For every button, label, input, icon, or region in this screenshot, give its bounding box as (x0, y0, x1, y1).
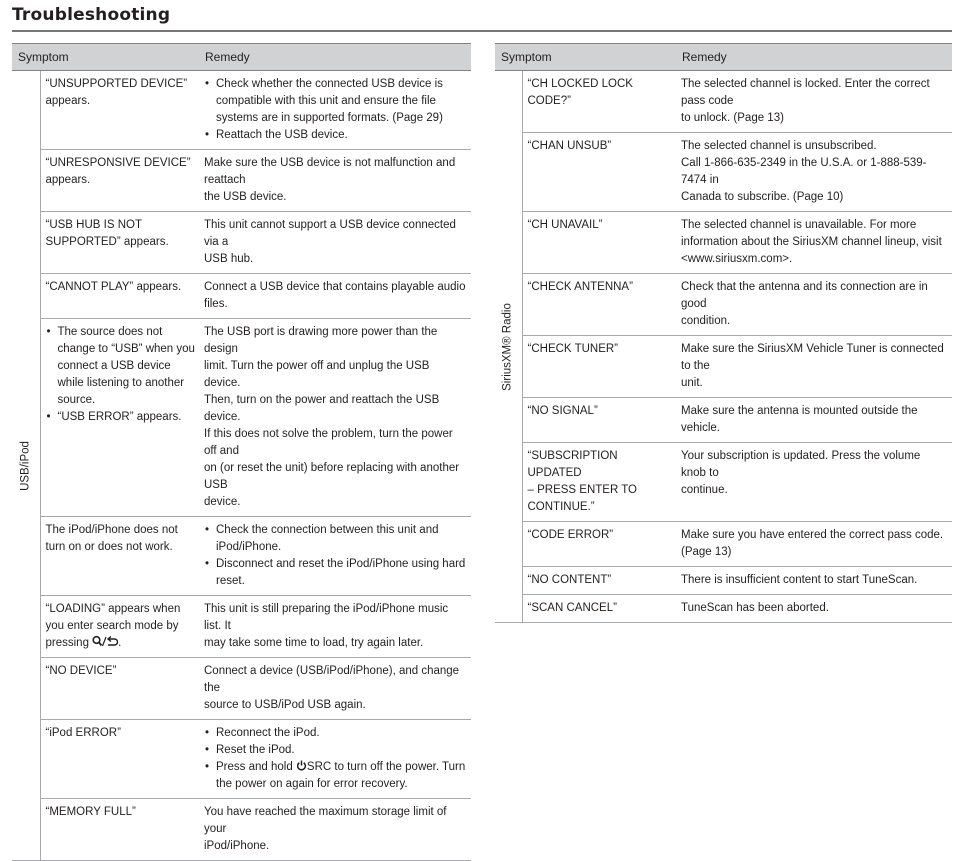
table-row (12, 720, 471, 799)
symptom-cell: “iPod ERROR” (40, 720, 199, 799)
list-item: • Reset the iPod. (204, 742, 467, 759)
symptom-cell: “NO SIGNAL” (522, 398, 676, 443)
symptom-cell: “CH UNAVAIL” (522, 212, 676, 274)
remedy-cell: Make sure the SiriusXM Vehicle Tuner is connected to the unit. (676, 336, 952, 398)
symptom-cell: “UNSUPPORTED DEVICE” appears. (40, 71, 199, 150)
table-row (495, 212, 952, 274)
symptom-cell: “UNRESPONSIVE DEVICE” appears. (40, 150, 199, 212)
table-row (12, 658, 471, 720)
symptom-header: Symptom (495, 44, 676, 71)
symptom-cell: “NO CONTENT” (522, 567, 676, 595)
table-row (495, 71, 952, 133)
table-row (12, 150, 471, 212)
table-row (495, 522, 952, 567)
symptom-cell (40, 319, 199, 517)
remedy-cell: TuneScan has been aborted. (676, 595, 952, 623)
title-divider (12, 30, 952, 32)
symptom-cell: “USB HUB IS NOT SUPPORTED” appears. (40, 212, 199, 274)
table-row (12, 517, 471, 596)
table-row (12, 799, 471, 861)
remedy-cell: The selected channel is locked. Enter the correct pass code to unlock. (Page 13) (676, 71, 952, 133)
table-row (495, 336, 952, 398)
symptom-cell: “CHAN UNSUB” (522, 133, 676, 212)
symptom-cell: “NO DEVICE” (40, 658, 199, 720)
symptom-cell: “CHECK TUNER” (522, 336, 676, 398)
remedy-cell: The selected channel is unavailable. For more information about the SiriusXM channel lineup, visit <www.siriusxm.com>. (676, 212, 952, 274)
table-row (495, 595, 952, 623)
list-item: • Press and hold SRC to turn off the power. Turn the power on again for error recovery. (204, 759, 467, 793)
table-row (495, 274, 952, 336)
symptom-cell: “CODE ERROR” (522, 522, 676, 567)
table-row (12, 319, 471, 517)
list-item: • Reattach the USB device. (204, 127, 467, 144)
remedy-cell (199, 517, 471, 596)
remedy-cell: Make sure the antenna is mounted outside the vehicle. (676, 398, 952, 443)
symptom-cell: “CHECK ANTENNA” (522, 274, 676, 336)
remedy-cell: This unit is still preparing the iPod/iPhone music list. It may take some time to load, try again later. (199, 596, 471, 658)
category-label: SiriusXM® Radio (501, 302, 514, 391)
table-row (495, 567, 952, 595)
symptom-header: Symptom (12, 44, 199, 71)
remedy-cell: You have reached the maximum storage limit of your iPod/iPhone. (199, 799, 471, 861)
list-item: • Disconnect and reset the iPod/iPhone using hard reset. (204, 556, 467, 590)
remedy-cell: Make sure you have entered the correct pass code. (Page 13) (676, 522, 952, 567)
remedy-cell: There is insufficient content to start TuneScan. (676, 567, 952, 595)
list-item: • The source does not change to “USB” when you connect a USB device while listening to another source. (46, 324, 196, 409)
remedy-cell: Connect a USB device that contains playable audio files. (199, 274, 471, 319)
remedy-header: Remedy (199, 44, 471, 71)
usb-ipod-troubleshooting-table (12, 43, 471, 861)
table-row (12, 596, 471, 658)
page-title: Troubleshooting (12, 5, 171, 25)
list-item: • Check the connection between this unit and iPod/iPhone. (204, 522, 467, 556)
remedy-cell: This unit cannot support a USB device connected via a USB hub. (199, 212, 471, 274)
remedy-cell: The selected channel is unsubscribed. Call 1-866-635-2349 in the U.S.A. or 1-888-539-7474 in Canada to subscribe. (Page 10) (676, 133, 952, 212)
list-item: • Check whether the connected USB device is compatible with this unit and ensure the file systems are in supported formats. (Page 29) (204, 76, 467, 127)
remedy-cell (199, 71, 471, 150)
remedy-cell: Connect a device (USB/iPod/iPhone), and change the source to USB/iPod USB again. (199, 658, 471, 720)
symptom-cell: “SUBSCRIPTION UPDATED – PRESS ENTER TO CONTINUE.” (522, 443, 676, 522)
symptom-cell: “MEMORY FULL” (40, 799, 199, 861)
remedy-cell: Make sure the USB device is not malfunction and reattach the USB device. (199, 150, 471, 212)
table-row (495, 398, 952, 443)
remedy-cell: Your subscription is updated. Press the volume knob to continue. (676, 443, 952, 522)
list-item: • “USB ERROR” appears. (46, 409, 196, 426)
category-label: USB/iPod (19, 440, 32, 491)
category-siriusxm-radio (495, 71, 522, 623)
symptom-cell: “CH LOCKED LOCK CODE?” (522, 71, 676, 133)
remedy-cell: Check that the antenna and its connection are in good condition. (676, 274, 952, 336)
remedy-cell: The USB port is drawing more power than the design limit. Turn the power off and unplug the USB device. Then, turn on the power and reattach the USB device. If this does not solve the problem, turn the power off and on (or reset the unit) before replacing with another USB device. (199, 319, 471, 517)
symptom-cell: “SCAN CANCEL” (522, 595, 676, 623)
table-row (12, 71, 471, 150)
power-icon (296, 760, 307, 771)
remedy-cell (199, 720, 471, 799)
table-row (495, 443, 952, 522)
table-row (495, 133, 952, 212)
symptom-cell: The iPod/iPhone does not turn on or does not work. (40, 517, 199, 596)
list-item: • Reconnect the iPod. (204, 725, 467, 742)
category-usb-ipod (12, 71, 40, 861)
search-back-icon (92, 635, 118, 648)
symptom-cell: “CANNOT PLAY” appears. (40, 274, 199, 319)
table-row (12, 212, 471, 274)
remedy-header: Remedy (676, 44, 952, 71)
siriusxm-troubleshooting-table (495, 43, 952, 623)
symptom-cell: “LOADING” appears when you enter search mode by pressing . (40, 596, 199, 658)
table-row (12, 274, 471, 319)
